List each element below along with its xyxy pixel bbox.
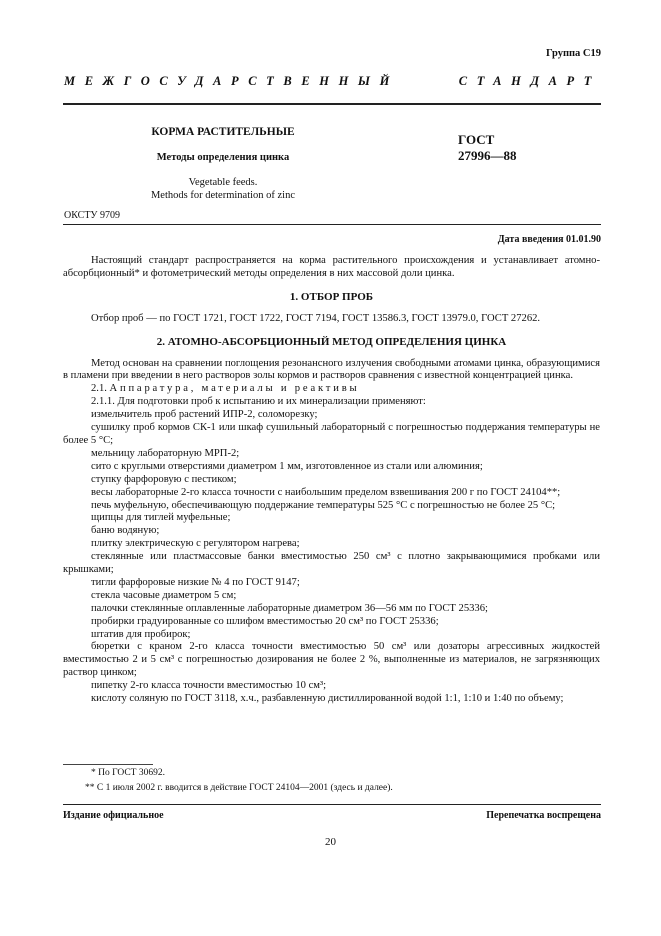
subsection-2-1-title: Аппаратура, материалы и реактивы <box>109 383 360 395</box>
footnotes <box>63 767 600 796</box>
footnote-2: ** С 1 июля 2002 г. вводится в действие ГОСТ 24104—2001 (здесь и далее). <box>85 782 393 793</box>
list-item: тигли фарфоровые низкие № 4 по ГОСТ 9147; <box>91 576 300 588</box>
subsection-2-1-1: 2.1.1. Для подготовки проб к испытанию и их минерализации применяют: <box>91 396 426 408</box>
list-item: сито с круглыми отверстиями диаметром 1 мм, изготовленное из стали или алюминия; <box>91 460 483 472</box>
footnote-separator <box>63 764 153 765</box>
english-title <box>108 176 338 202</box>
section-2-heading: 2. АТОМНО-АБСОРБЦИОННЫЙ МЕТОД ОПРЕДЕЛЕНИЯ ЦИНКА <box>156 335 507 348</box>
list-item: бюретки с краном 2-го класса точности вместимостью 50 см³ или дозаторы агрессивных жидкостей вместимостью 2 и 5 см³ с погрешностью дозирования не более 2 %, выполненные из материалов, не загрязняющих раствор цинком; <box>63 641 600 679</box>
footer-rule <box>63 804 601 805</box>
header-rule-top <box>63 103 601 105</box>
subsection-2-1-number: 2.1. <box>91 383 107 395</box>
header-rule-bottom <box>63 224 601 225</box>
section-1-heading: 1. ОТБОР ПРОБ <box>289 290 374 303</box>
subsection-2-1 <box>63 383 600 396</box>
date-value: 01.01.90 <box>566 234 601 245</box>
list-item: весы лабораторные 2-го класса точности с наибольшим пределом взвешивания 200 г по ГОСТ 24104**; <box>91 486 561 498</box>
list-item: пробирки градуированные со шлифом вместимостью 20 см³ по ГОСТ 25336; <box>91 615 439 627</box>
english-title-line-2: Methods for determination of zinc <box>150 190 296 201</box>
page-number: 20 <box>325 836 336 848</box>
footer-official-edition: Издание официальное <box>63 810 164 821</box>
standard-title-word-2: СТАНДАРТ <box>458 74 601 88</box>
section-1-text: Отбор проб — по ГОСТ 1721, ГОСТ 1722, ГОСТ 7194, ГОСТ 13586.3, ГОСТ 13979.0, ГОСТ 27262. <box>91 312 541 324</box>
group-label: Группа С19 <box>545 48 601 59</box>
list-item: стекла часовые диаметром 5 см; <box>91 589 237 601</box>
list-item: ступку фарфоровую с пестиком; <box>91 473 237 485</box>
date-label: Дата введения <box>497 234 564 245</box>
footnote-1: * По ГОСТ 30692. <box>91 768 165 778</box>
section-2-intro: Метод основан на сравнении поглощения резонансного излучения свободными атомами цинка, образующимися в пламени при введении в него растворов золы кормов и растворов сравнения с известной концентрацией цинка. <box>63 357 600 382</box>
gost-designation <box>458 132 517 164</box>
list-item: щипцы для тиглей муфельные; <box>91 512 231 524</box>
oksty-code: ОКСТУ 9709 <box>64 210 121 221</box>
effective-date <box>498 234 601 245</box>
list-item: баню водяную; <box>91 525 160 537</box>
english-title-line-1: Vegetable feeds. <box>188 177 258 188</box>
standard-title <box>64 74 601 89</box>
footer-reprint-prohibited: Перепечатка воспрещена <box>486 810 601 821</box>
intro-paragraph: Настоящий стандарт распространяется на корма растительного происхождения и устанавливает атомно-абсорбционный* и фотометрический методы определения в них массовой доли цинка. <box>63 255 600 279</box>
list-item: штатив для пробирок; <box>91 628 191 640</box>
list-item: кислоту соляную по ГОСТ 3118, х.ч., разбавленную дистиллированной водой 1:1, 1:10 и 1:40 по объему; <box>91 693 564 705</box>
list-item: сушилку проб кормов СК-1 или шкаф сушильный лабораторный с погрешностью поддержания температуры не более 5 °С; <box>63 422 600 446</box>
list-item: мельницу лабораторную МРП-2; <box>91 447 240 459</box>
list-item: измельчитель проб растений ИПР-2, соломорезку; <box>91 409 318 421</box>
document-title: КОРМА РАСТИТЕЛЬНЫЕ <box>151 126 295 138</box>
document-subtitle: Методы определения цинка <box>156 152 290 163</box>
standard-title-word-1: МЕЖГОСУДАРСТВЕННЫЙ <box>64 74 399 88</box>
list-item: пипетку 2-го класса точности вместимостью 10 см³; <box>91 680 327 692</box>
document-body <box>63 255 600 706</box>
list-item: плитку электрическую с регулятором нагрева; <box>91 538 300 550</box>
gost-number: 27996—88 <box>458 148 517 163</box>
list-item: палочки стеклянные оплавленные лабораторные диаметром 36—56 мм по ГОСТ 25336; <box>91 602 488 614</box>
list-item: стеклянные или пластмассовые банки вместимостью 250 см³ с плотно закрывающимися пробками или крышками; <box>63 551 600 576</box>
list-item: печь муфельную, обеспечивающую поддержание температуры 525 °С с погрешностью не более 25 °С; <box>91 499 556 511</box>
gost-label: ГОСТ <box>458 132 495 147</box>
